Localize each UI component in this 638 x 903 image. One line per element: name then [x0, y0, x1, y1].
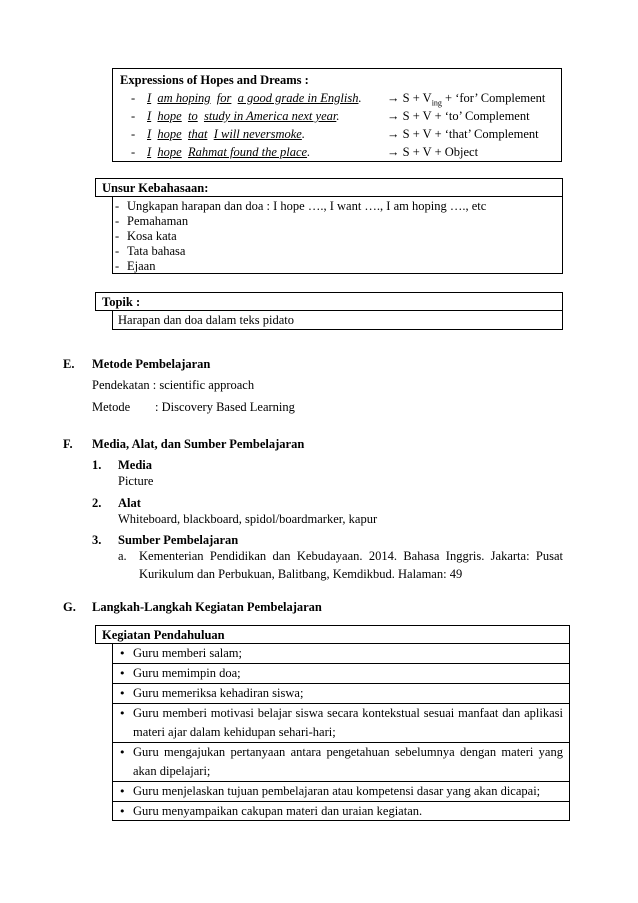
expr-end: . — [358, 91, 362, 105]
expr-connector: for — [216, 91, 232, 105]
section-f-title: Media, Alat, dan Sumber Pembelajaran — [92, 437, 305, 451]
section-e-letter: E. — [63, 357, 75, 371]
kegiatan-header — [95, 625, 570, 644]
expr-subject: I — [147, 109, 152, 123]
expr-formula: → S + V + ‘to’ Complement — [387, 109, 530, 123]
expr-subject: I — [147, 127, 152, 141]
section-f-letter: F. — [63, 437, 73, 451]
expr-verb: am hoping — [157, 91, 211, 105]
pendekatan-line: Pendekatan : scientific approach — [92, 378, 255, 392]
expr-subject: I — [147, 145, 152, 159]
expression-row: - I hope that I will neversmoke. → S + V + ‘that’ Complement — [131, 127, 539, 141]
unsur-list — [113, 199, 562, 274]
list-item: • Guru mengajukan pertanyaan antara pengetahuan sebelumnya dengan materi yang akan dipelajari; — [113, 743, 569, 782]
media-number: 1. — [92, 458, 102, 472]
expression-row: - I hope Rahmat found the place. → S + V + Object — [131, 145, 479, 159]
alat-title: Alat — [118, 496, 141, 510]
unsur-header — [95, 178, 563, 197]
kegiatan-title: Kegiatan Pendahuluan — [102, 628, 225, 642]
expr-end: . — [307, 145, 311, 159]
expr-formula: → S + V + ‘that’ Complement — [387, 127, 539, 141]
expr-formula: → $S + V_{ing}$ + ‘for’ Complement — [387, 91, 546, 108]
alat-number: 2. — [92, 496, 102, 510]
expressions-title: Expressions of Hopes and Dreams : — [120, 73, 309, 87]
topik-title: Topik : — [102, 295, 141, 309]
alat-body: Whiteboard, blackboard, spidol/boardmarker, kapur — [118, 512, 378, 526]
list-item: • Guru memeriksa kehadiran siswa; — [113, 684, 569, 704]
section-g-letter: G. — [63, 600, 76, 614]
unsur-body — [112, 197, 563, 274]
expr-verb: hope — [157, 145, 182, 159]
expr-connector: that — [187, 127, 208, 141]
sumber-sub-letter: a. — [118, 549, 127, 563]
expr-end: . — [336, 109, 340, 123]
expr-end: . — [301, 127, 305, 141]
expression-row: - I hope to study in America next year. → S + V + ‘to’ Complement — [131, 109, 530, 123]
unsur-title: Unsur Kebahasaan: — [102, 181, 209, 195]
list-item: • Guru memberi salam; — [113, 644, 569, 664]
metode-value: : Discovery Based Learning — [155, 400, 295, 414]
expr-connector: to — [187, 109, 198, 123]
topik-box — [95, 292, 563, 330]
expr-object: I will neversmoke — [213, 127, 302, 141]
section-e-title: Metode Pembelajaran — [92, 357, 211, 371]
expr-object: Rahmat found the place — [187, 145, 308, 159]
expr-object: study in America next year — [203, 109, 337, 123]
expr-formula: → S + V + Object — [387, 145, 479, 159]
list-item: • Guru memberi motivasi belajar siswa secara kontekstual sesuai manfaat dan aplikasi materi ajar dalam kehidupan sehari-hari; — [113, 704, 569, 743]
kegiatan-list — [113, 644, 569, 821]
media-title: Media — [118, 458, 153, 472]
expr-object: a good grade in English — [237, 91, 359, 105]
kegiatan-body — [112, 644, 570, 821]
list-item: • Guru memimpin doa; — [113, 664, 569, 684]
list-item: - Ejaan — [113, 259, 562, 274]
metode-label: Metode — [92, 400, 131, 414]
expr-verb: hope — [157, 109, 182, 123]
kegiatan-box — [95, 625, 570, 821]
expressions-box — [112, 68, 562, 162]
media-body: Picture — [118, 474, 154, 488]
expr-subject: I — [147, 91, 152, 105]
topik-body — [112, 311, 563, 330]
list-item: • Guru menjelaskan tujuan pembelajaran atau kompetensi dasar yang akan dicapai; — [113, 782, 569, 802]
list-item: - Ungkapan harapan dan doa : I hope …., I want …., I am hoping …., etc — [113, 199, 562, 214]
list-item: • Guru menyampaikan cakupan materi dan uraian kegiatan. — [113, 802, 569, 821]
expression-row: - I am hoping for a good grade in English. → $S + V_{ing}$ + ‘for’ Complement — [131, 91, 546, 108]
topik-text: Harapan dan doa dalam teks pidato — [118, 313, 294, 327]
unsur-box — [95, 178, 563, 274]
sumber-number: 3. — [92, 533, 102, 547]
topik-header — [95, 292, 563, 311]
list-item: - Kosa kata — [113, 229, 562, 244]
list-item: - Tata bahasa — [113, 244, 562, 259]
section-g-title: Langkah-Langkah Kegiatan Pembelajaran — [92, 600, 322, 614]
sumber-sub-line1: Kementerian Pendidikan dan Kebudayaan. 2014. Bahasa Inggris. Jakarta: Pusat — [139, 549, 563, 563]
sumber-title: Sumber Pembelajaran — [118, 533, 239, 547]
list-item: - Pemahaman — [113, 214, 562, 229]
sumber-sub-line2: Kurikulum dan Perbukuan, Balitbang, Kemdikbud. Halaman: 49 — [139, 567, 463, 581]
expr-verb: hope — [157, 127, 182, 141]
